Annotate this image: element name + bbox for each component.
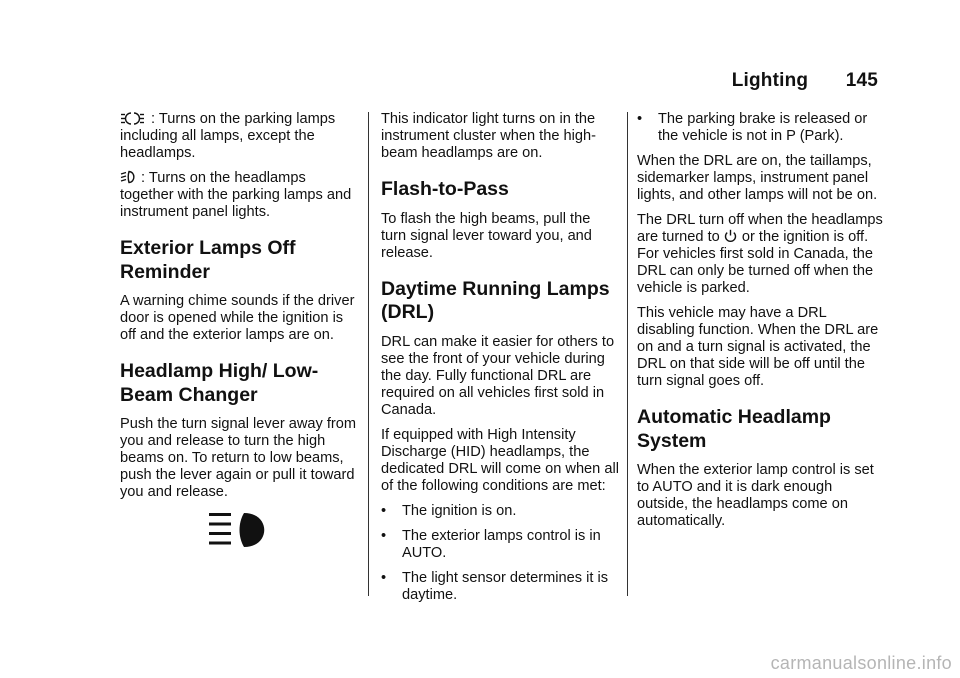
high-beam-indicator-icon [207,511,273,551]
reminder-body: A warning chime sounds if the driver door is opened while the ignition is off and the exterior lamps are on. [120,293,355,343]
flash-body: To flash the high beams, pull the turn signal lever toward you, and release. [381,210,592,261]
parking-lamps-paragraph [120,111,358,162]
bullet-marker: • [381,569,387,586]
parking-lamps-text: : Turns on the parking lamps including all lamps, except the headlamps. [120,111,336,161]
page-header [732,70,878,92]
indicator-paragraph: This indicator light turns on in the instrument cluster when the high-beam headlamps are on. [381,111,596,161]
headlamps-text: : Turns on the headlamps together with the parking lamps and instrument panel lights. [120,170,352,220]
list-item [381,570,619,604]
drl-body: DRL can make it easier for others to see the front of your vehicle during the day. Fully functional DRL are required on all vehicles first sold in Canada. [381,333,615,418]
headlamp-icon [120,170,136,184]
drl-off-text-end: or the ignition is off. For vehicles first sold in Canada, the DRL can only be turned off when the vehicle is parked. [637,229,874,296]
off-power-icon [724,229,737,243]
disable-paragraph: This vehicle may have a DRL disabling function. When the DRL are on and a turn signal is activated, the DRL on that side will be off until the turn signal goes off. [637,305,879,389]
drl-on-paragraph: When the DRL are on, the taillamps, sidemarker lamps, instrument panel lights, and other lamps will not be on. [637,153,878,203]
bullet-text: The parking brake is released or the vehicle is not in P (Park). [658,111,868,144]
bullet-text: The light sensor determines it is daytime. [402,569,609,603]
section-title: Lighting [731,70,809,91]
bullet-marker: • [381,502,387,519]
column-1 [120,111,358,509]
auto-body: When the exterior lamp control is set to AUTO and it is dark enough outside, the headlamps come on automatically. [637,462,874,529]
changer-body: Push the turn signal lever away from you and release to turn the high beams on. To return to low beams, push the lever again or pull it toward you and release. [120,416,357,500]
changer-heading: Headlamp High/ Low-Beam Changer [120,360,319,406]
reminder-heading: Exterior Lamps Off Reminder [120,237,296,283]
list-item [381,503,619,520]
flash-heading: Flash-to-Pass [381,178,509,200]
drl-heading: Daytime Running Lamps (DRL) [381,277,610,323]
watermark: carmanualsonline.info [770,653,952,673]
drl-conditions-intro: If equipped with High Intensity Discharge (HID) headlamps, the dedicated DRL will come on when all of the following conditions are met: [381,426,619,494]
bullet-text: The ignition is on. [402,502,517,519]
drl-off-paragraph [637,212,885,297]
bullet-marker: • [637,111,643,127]
column-divider-1 [368,112,369,596]
headlamps-paragraph [120,170,358,221]
column-2 [381,111,619,612]
page-number: 145 [845,70,878,91]
bullet-text: The exterior lamps control is in AUTO. [402,527,601,561]
parking-lamps-icon [120,112,146,125]
list-item [637,111,885,145]
auto-heading: Automatic Headlamp System [637,406,831,452]
drl-off-text-start: The DRL turn off when the headlamps are turned to [637,212,883,245]
list-item [381,528,619,562]
column-3 [637,111,885,538]
column-divider-2 [627,112,628,596]
bullet-marker: • [381,527,387,544]
